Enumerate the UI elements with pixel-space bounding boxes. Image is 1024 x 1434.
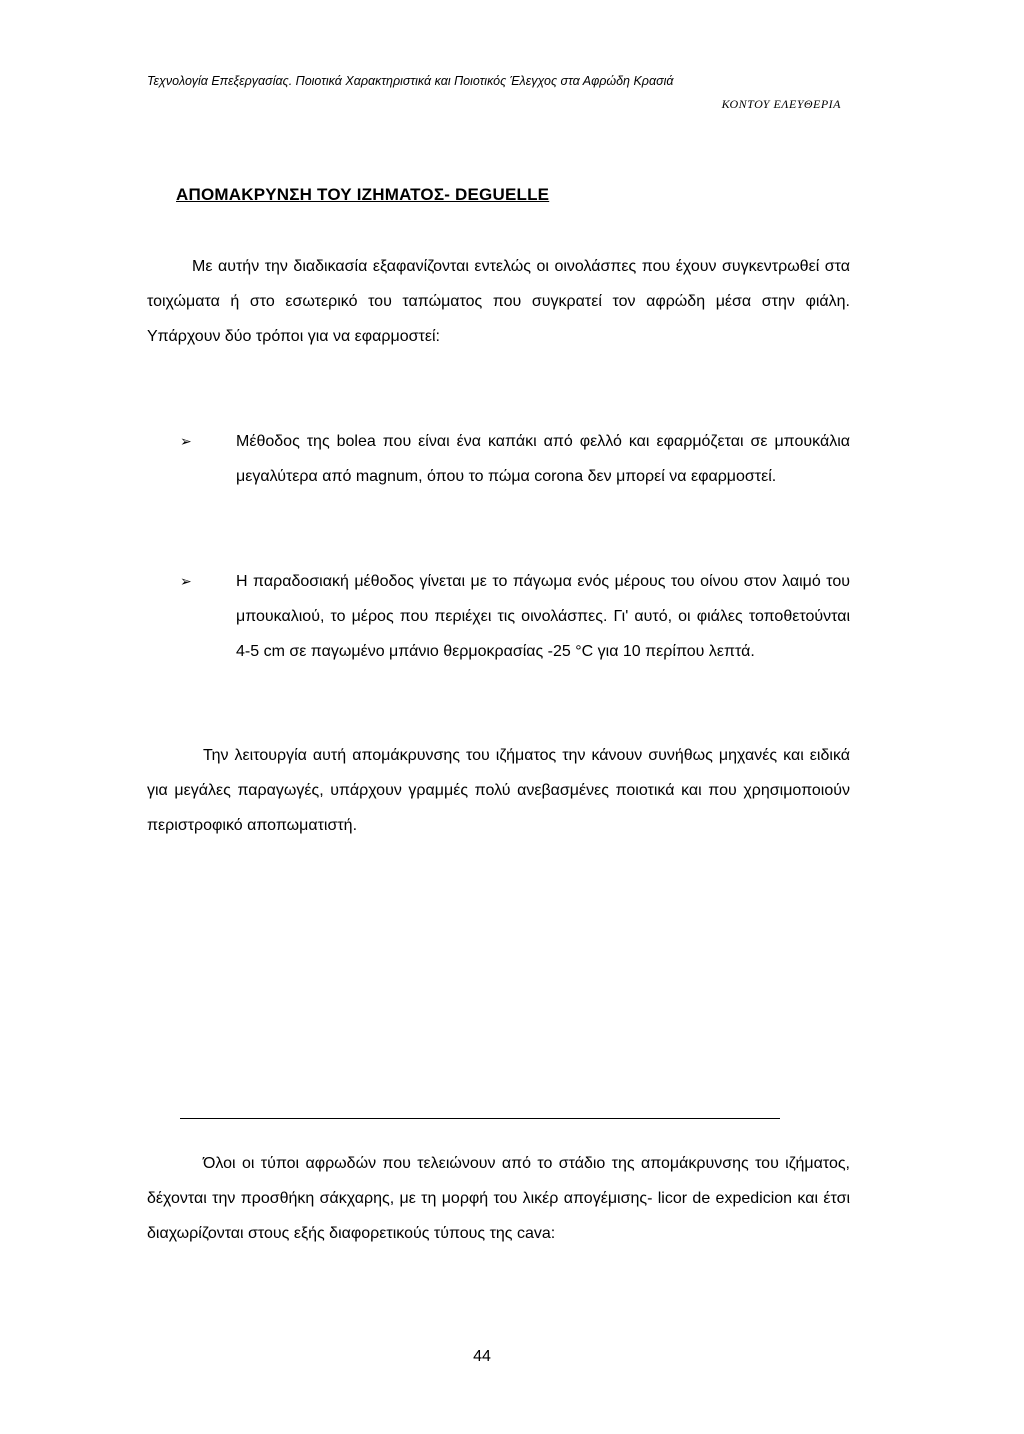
bullet-item-bolea [176,424,850,494]
author-name: ΚΟΝΤΟΥ ΕΛΕΥΘΕΡΙΑ [721,97,841,111]
running-header: Τεχνολογία Επεξεργασίας. Ποιοτικά Χαρακτηριστικά και Ποιοτικός Έλεγχος στα Αφρώδη Κρασιά [147,74,674,88]
cava-paragraph: Όλοι οι τύποι αφρωδών που τελειώνουν από το στάδιο της απομάκρυνσης του ιζήματος, δέχονται την προσθήκη σάκχαρης, με τη μορφή του λικέρ απογέμισης- licor de expedicion και έτσι διαχωρίζονται στους εξής διαφορετικούς τύπους της cava: [147,1155,850,1242]
process-paragraph: Την λειτουργία αυτή απομάκρυνσης του ιζήματος την κάνουν συνήθως μηχανές και ειδικά για μεγάλες παραγωγές, υπάρχουν γραμμές πολύ ανεβασμένες ποιοτικά και που χρησιμοποιούν περιστροφικό αποπωματιστή. [147,747,850,834]
bullet-item-traditional [176,564,850,669]
intro-paragraph: Με αυτήν την διαδικασία εξαφανίζονται εντελώς οι οινολάσπες που έχουν συγκεντρωθεί στα τοιχώματα ή στο εσωτερικό του ταπώματος που συγκρατεί τον αφρώδη μέσα στην φιάλη. Υπάρχουν δύο τρόποι για να εφαρμοστεί: [147,258,850,345]
bullet-text: Η παραδοσιακή μέθοδος γίνεται με το πάγωμα ενός μέρους του οίνου στον λαιμό του μπουκαλιού, το μέρος που περιέχει τις οινολάσπες. Γι' αυτό, οι φιάλες τοποθετούνται 4-5 cm σε παγωμένο μπάνιο θερμοκρασίας -25 °C για 10 περίπου λεπτά. [236,573,850,660]
arrow-bullet-icon: ➢ [180,433,192,449]
bullet-text: Μέθοδος της bolea που είναι ένα καπάκι από φελλό και εφαρμόζεται σε μπουκάλια μεγαλύτερα από magnum, όπου το πώμα corona δεν μπορεί να εφαρμοστεί. [236,433,850,485]
arrow-bullet-icon: ➢ [180,573,192,589]
section-divider [180,1118,780,1119]
section-title: ΑΠΟΜΑΚΡΥΝΣΗ ΤΟΥ ΙΖΗΜΑΤΟΣ- DEGUELLE [176,185,550,204]
page-number: 44 [473,1348,491,1365]
